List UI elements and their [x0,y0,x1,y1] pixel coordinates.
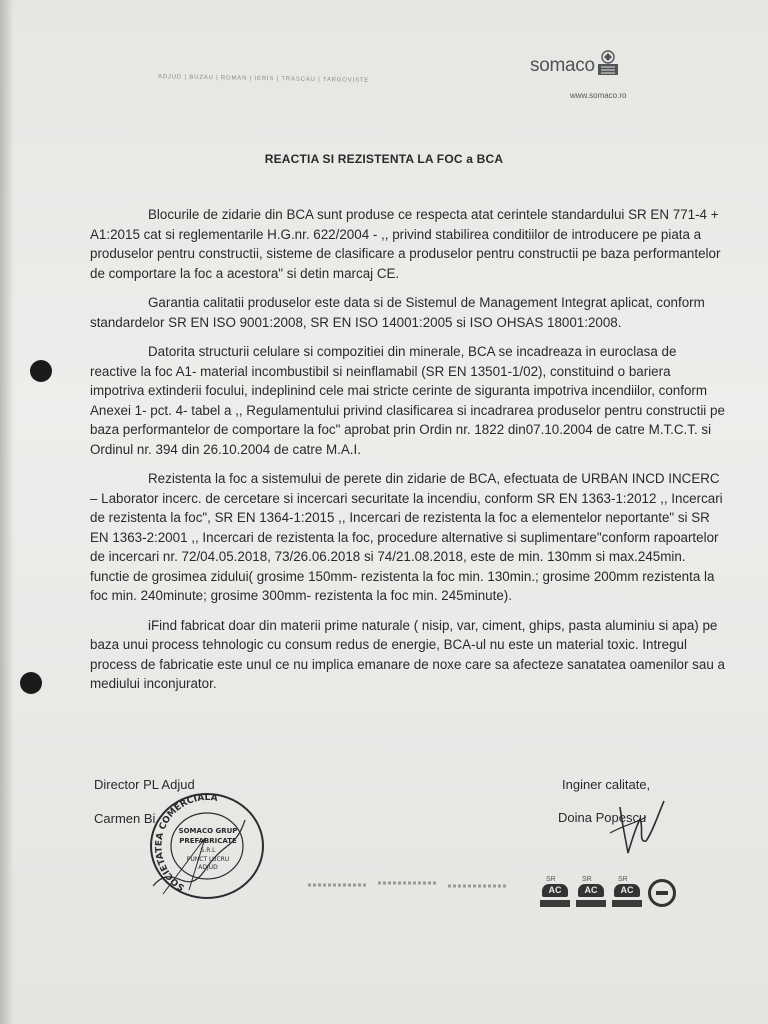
logo-mark-icon [597,50,619,81]
certification-badge-2: SR AC [576,876,606,910]
paragraph-1: Blocurile de zidarie din BCA sunt produse ce respecta atat cerintele standardului SR EN 771-4 + A1:2015 cat si reglementarile H.G.nr. 622/2004 - ,, privind stabilirea conditiilor de introducere pe piata a produselor pentru constructii, sisteme de clasificare a produselor pentru constructii pe baza performantelor de comportare la foc a acestora" si detin marcaj CE. [90,207,721,281]
company-logo [530,50,619,81]
punch-hole-top [30,360,52,382]
svg-text:S.R.L: S.R.L [200,847,216,854]
right-signatory-name: Doina Popescu [558,810,647,825]
company-stamp [145,790,270,910]
left-signatory-name: Carmen Bi [94,811,156,826]
right-signatory-role: Inginer calitate, [562,777,651,792]
document-body [90,205,726,704]
paragraph-2: Garantia calitatii produselor este data si de Sistemul de Management Integrat aplicat, conform standardelor SR EN ISO 9001:2008, SR EN ISO 14001:2005 si ISO OHSAS 18001:2008. [90,295,705,330]
punch-hole-bottom [20,672,42,694]
certification-badge-3: SR AC [612,876,642,910]
left-signatory-role: Director PL Adjud [94,777,195,792]
address-line: ADJUD | BUZAU | ROMAN | IERIS | TRASCAU | TARGOVISTE [157,74,370,84]
logo-text: somaco [530,54,595,76]
iqnet-seal-icon [648,879,676,907]
certification-badges [540,876,676,910]
svg-text:PUNCT LUCRU: PUNCT LUCRU [186,856,230,863]
paragraph-5: iFind fabricat doar din materii prime naturale ( nisip, var, ciment, ghips, pasta aluminiu si apa) pe baza unui process tehnologic cu consum redus de energie, BCA-ul nu este un material toxic. Intregul process de fabricatie este unul ce nu implica emanare de noxe care sa afecteze sanatatea oamenilor sau a mediului inconjurator. [90,617,725,691]
svg-text:SOCIETATEA COMERCIALA: SOCIETATEA COMERCIALA [154,792,219,893]
faded-footer-text [308,878,528,897]
website-url: www.somaco.ro [570,91,627,100]
certification-badge-1: SR AC [540,876,570,910]
paragraph-4: Rezistenta la foc a sistemului de perete din zidarie de BCA, efectuata de URBAN INCD INCERC – Laborator incerc. de cercetare si incercari securitate la incendiu, conform SR EN 1363-1:2012 ,, Incercari de rezistenta la foc", SR EN 1364-1:2015 ,, Incercari de rezistenta la foc a elementelor neportante" si SR EN 1363-2:2001 ,, Incercari de rezistenta la foc, procedure alternative si suplimentare"conform rapoartelor de incercari nr. 72/04.05.2018, 73/26.06.2018 si 74/21.08.2018, este de min. 130mm si max.245min. functie de grosimea zidului( grosime 150mm- rezistenta la foc min. 130min.; grosime 200mm rezistenta la foc min. 240minute; grosime 300mm- rezistenta la foc min. 245minute). [90,471,723,603]
svg-text:SOMACO GRUP: SOMACO GRUP [178,827,238,835]
document-title: REACTIA SI REZISTENTA LA FOC a BCA [264,152,504,166]
paragraph-3: Datorita structurii celulare si compozitiei din minerale, BCA se incadreaza in euroclasa de reactive la foc A1- material incombustibil si neinflamabil (SR EN 13501-1/02), constituind o bariera impotriva extinderii focului, indeplinind cele mai stricte cerinte de siguranta impotriva incendiilor, conform Anexei 1- pct. 4- tabel a ,, Regulamentului privind clasificarea si incadrarea produselor pentru constructii pe baza performantelor de comportare la foc" aprobat prin Ordin nr. 1822 din07.10.2004 de catre M.T.C.T. si Ordinul nr. 394 din 26.10.2004 de catre M.A.I. [90,344,725,457]
right-signature-mark [600,793,670,862]
svg-text:PREFABRICATE: PREFABRICATE [179,837,237,845]
svg-text:ADJUD: ADJUD [198,864,218,871]
